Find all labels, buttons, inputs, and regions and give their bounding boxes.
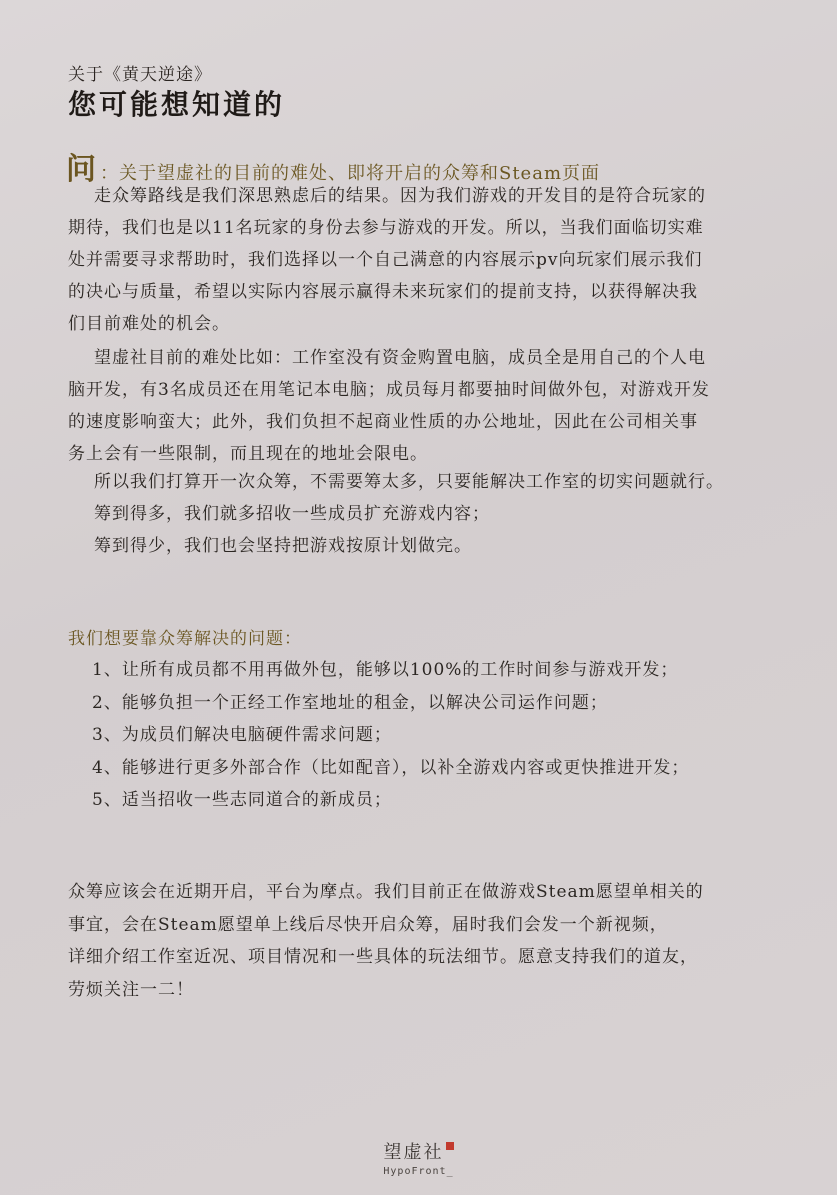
paragraph-crowdfunding-plan	[68, 466, 778, 562]
seal-icon	[446, 1142, 454, 1150]
paragraph-line: 望虚社目前的难处比如：工作室没有资金购置电脑，成员全是用自己的个人电	[94, 348, 706, 368]
paragraph-line: 们目前难处的机会。	[68, 314, 230, 334]
problems-list	[92, 654, 689, 817]
paragraph-line: 事宜，会在Steam愿望单上线后尽快开启众筹，届时我们会发一个新视频，	[68, 914, 668, 935]
paragraph-line: 期待，我们也是以11名玩家的身份去参与游戏的开发。所以，当我们面临切实难	[68, 218, 704, 238]
paragraph-crowdfunding-reason	[68, 180, 778, 340]
list-item: 2、能够负担一个正经工作室地址的租金，以解决公司运作问题；	[92, 692, 608, 713]
studio-logo-text: 望虚社	[383, 1142, 444, 1163]
paragraph-line: 处并需要寻求帮助时，我们选择以一个自己满意的内容展示pv向玩家们展示我们	[68, 250, 703, 270]
paragraph-line: 筹到得少，我们也会坚持把游戏按原计划做完。	[94, 536, 472, 556]
list-item: 5、适当招收一些志同道合的新成员；	[92, 790, 392, 810]
paragraph-current-difficulties	[68, 342, 778, 470]
question-mark: 问	[66, 152, 96, 187]
list-item: 3、为成员们解决电脑硬件需求问题；	[92, 725, 392, 745]
paragraph-line: 务上会有一些限制，而且现在的地址会限电。	[68, 444, 428, 464]
paragraph-line: 详细介绍工作室近况、项目情况和一些具体的玩法细节。愿意支持我们的道友，	[68, 947, 698, 967]
paragraph-line: 的速度影响蛮大；此外，我们负担不起商业性质的办公地址，因此在公司相关事	[68, 412, 698, 432]
problems-heading: 我们想要靠众筹解决的问题：	[68, 629, 302, 649]
page-title: 您可能想知道的	[68, 88, 286, 121]
paragraph-line: 所以我们打算开一次众筹，不需要筹太多，只要能解决工作室的切实问题就行。	[94, 472, 724, 492]
paragraph-line: 的决心与质量，希望以实际内容展示赢得未来玩家们的提前支持，以获得解决我	[68, 282, 698, 302]
paragraph-line: 走众筹路线是我们深思熟虑后的结果。因为我们游戏的开发目的是符合玩家的	[94, 186, 706, 206]
list-item: 1、让所有成员都不用再做外包，能够以100%的工作时间参与游戏开发；	[92, 660, 679, 680]
paragraph-closing	[68, 876, 808, 1006]
question-text: ：关于望虚社的目前的难处、即将开启的众筹和Steam页面	[100, 163, 601, 184]
paragraph-line: 脑开发，有3名成员还在用笔记本电脑；成员每月都要抽时间做外包，对游戏开发	[68, 380, 710, 400]
list-item: 4、能够进行更多外部合作（比如配音），以补全游戏内容或更快推进开发；	[92, 757, 690, 778]
footer	[0, 1138, 837, 1177]
paragraph-line: 众筹应该会在近期开启，平台为摩点。我们目前正在做游戏Steam愿望单相关的	[68, 882, 704, 902]
about-label: 关于《黄天逆途》	[68, 65, 212, 85]
paragraph-line: 筹到得多，我们就多招收一些成员扩充游戏内容；	[94, 504, 490, 524]
studio-logo-subtitle: HypoFront_	[383, 1166, 454, 1177]
studio-logo	[384, 1138, 454, 1164]
paragraph-line: 劳烦关注一二！	[68, 979, 194, 1000]
